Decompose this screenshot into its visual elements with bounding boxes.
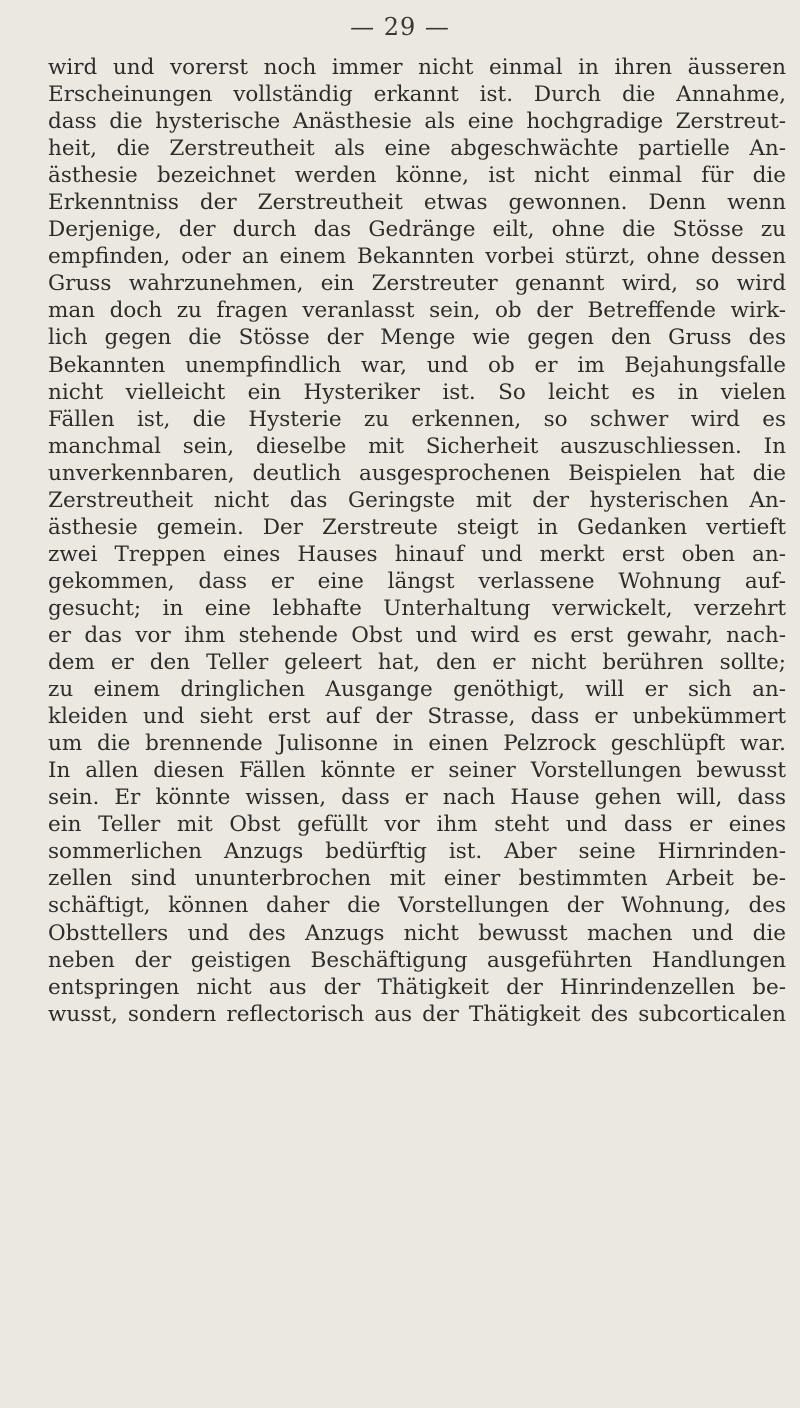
text-line: zwei Treppen eines Hauses hinauf und merkt erst oben an- bbox=[48, 541, 786, 567]
text-line: Erkenntniss der Zerstreutheit etwas gewonnen. Denn wenn bbox=[48, 190, 786, 216]
text-line: lich gegen die Stösse der Menge wie gegen den Gruss des bbox=[48, 325, 786, 351]
text-line: Gruss wahrzunehmen, ein Zerstreuter genannt wird, so wird bbox=[48, 271, 786, 297]
text-line: nicht vielleicht ein Hysteriker ist. So leicht es in vielen bbox=[48, 379, 786, 405]
text-line: entspringen nicht aus der Thätigkeit der Hinrindenzellen be- bbox=[48, 974, 786, 1000]
text-line: heit, die Zerstreutheit als eine abgeschwächte partielle An- bbox=[48, 136, 786, 162]
text-line: dem er den Teller geleert hat, den er nicht berühren sollte; bbox=[48, 650, 786, 676]
text-line: Derjenige, der durch das Gedränge eilt, ohne die Stösse zu bbox=[48, 217, 786, 243]
text-line: schäftigt, können daher die Vorstellungen der Wohnung, des bbox=[48, 893, 786, 919]
text-line: kleiden und sieht erst auf der Strasse, dass er unbekümmert bbox=[48, 704, 786, 730]
text-line: Obsttellers und des Anzugs nicht bewusst machen und die bbox=[48, 920, 786, 946]
text-line: zu einem dringlichen Ausgange genöthigt, will er sich an- bbox=[48, 677, 786, 703]
text-line: sein. Er könnte wissen, dass er nach Hause gehen will, dass bbox=[48, 785, 786, 811]
page-number: — 29 — bbox=[350, 13, 450, 41]
text-line: Bekannten unempfindlich war, und ob er im Bejahungsfalle bbox=[48, 352, 786, 378]
text-line: Fällen ist, die Hysterie zu erkennen, so schwer wird es bbox=[48, 406, 786, 432]
body-text bbox=[48, 54, 786, 1028]
text-line: ästhesie bezeichnet werden könne, ist nicht einmal für die bbox=[48, 163, 786, 189]
text-line: manchmal sein, dieselbe mit Sicherheit auszuschliessen. In bbox=[48, 433, 786, 459]
text-line: empfinden, oder an einem Bekannten vorbei stürzt, ohne dessen bbox=[48, 244, 786, 270]
text-line: er das vor ihm stehende Obst und wird es erst gewahr, nach- bbox=[48, 622, 786, 648]
text-line: In allen diesen Fällen könnte er seiner Vorstellungen bewusst bbox=[48, 758, 786, 784]
text-line: gesucht; in eine lebhafte Unterhaltung verwickelt, verzehrt bbox=[48, 595, 786, 621]
text-line: unverkennbaren, deutlich ausgesprochenen Beispielen hat die bbox=[48, 460, 786, 486]
text-line: Zerstreutheit nicht das Geringste mit der hysterischen An- bbox=[48, 487, 786, 513]
text-line: Erscheinungen vollständig erkannt ist. Durch die Annahme, bbox=[48, 82, 786, 108]
text-line: neben der geistigen Beschäftigung ausgeführten Handlungen bbox=[48, 947, 786, 973]
text-line: man doch zu fragen veranlasst sein, ob der Betreffende wirk- bbox=[48, 298, 786, 324]
text-line: um die brennende Julisonne in einen Pelzrock geschlüpft war. bbox=[48, 731, 786, 757]
text-line: wird und vorerst noch immer nicht einmal in ihren äusseren bbox=[48, 55, 786, 80]
text-line: dass die hysterische Anästhesie als eine hochgradige Zerstreut- bbox=[48, 109, 786, 135]
text-line: wusst, sondern reflectorisch aus der Thätigkeit des subcorticalen bbox=[48, 1001, 786, 1027]
text-line: zellen sind ununterbrochen mit einer bestimmten Arbeit be- bbox=[48, 866, 786, 892]
text-line: gekommen, dass er eine längst verlassene Wohnung auf- bbox=[48, 568, 786, 594]
text-line: ein Teller mit Obst gefüllt vor ihm steht und dass er eines bbox=[48, 812, 786, 838]
text-line: ästhesie gemein. Der Zerstreute steigt in Gedanken vertieft bbox=[48, 514, 786, 540]
text-line: sommerlichen Anzugs bedürftig ist. Aber seine Hirnrinden- bbox=[48, 839, 786, 865]
